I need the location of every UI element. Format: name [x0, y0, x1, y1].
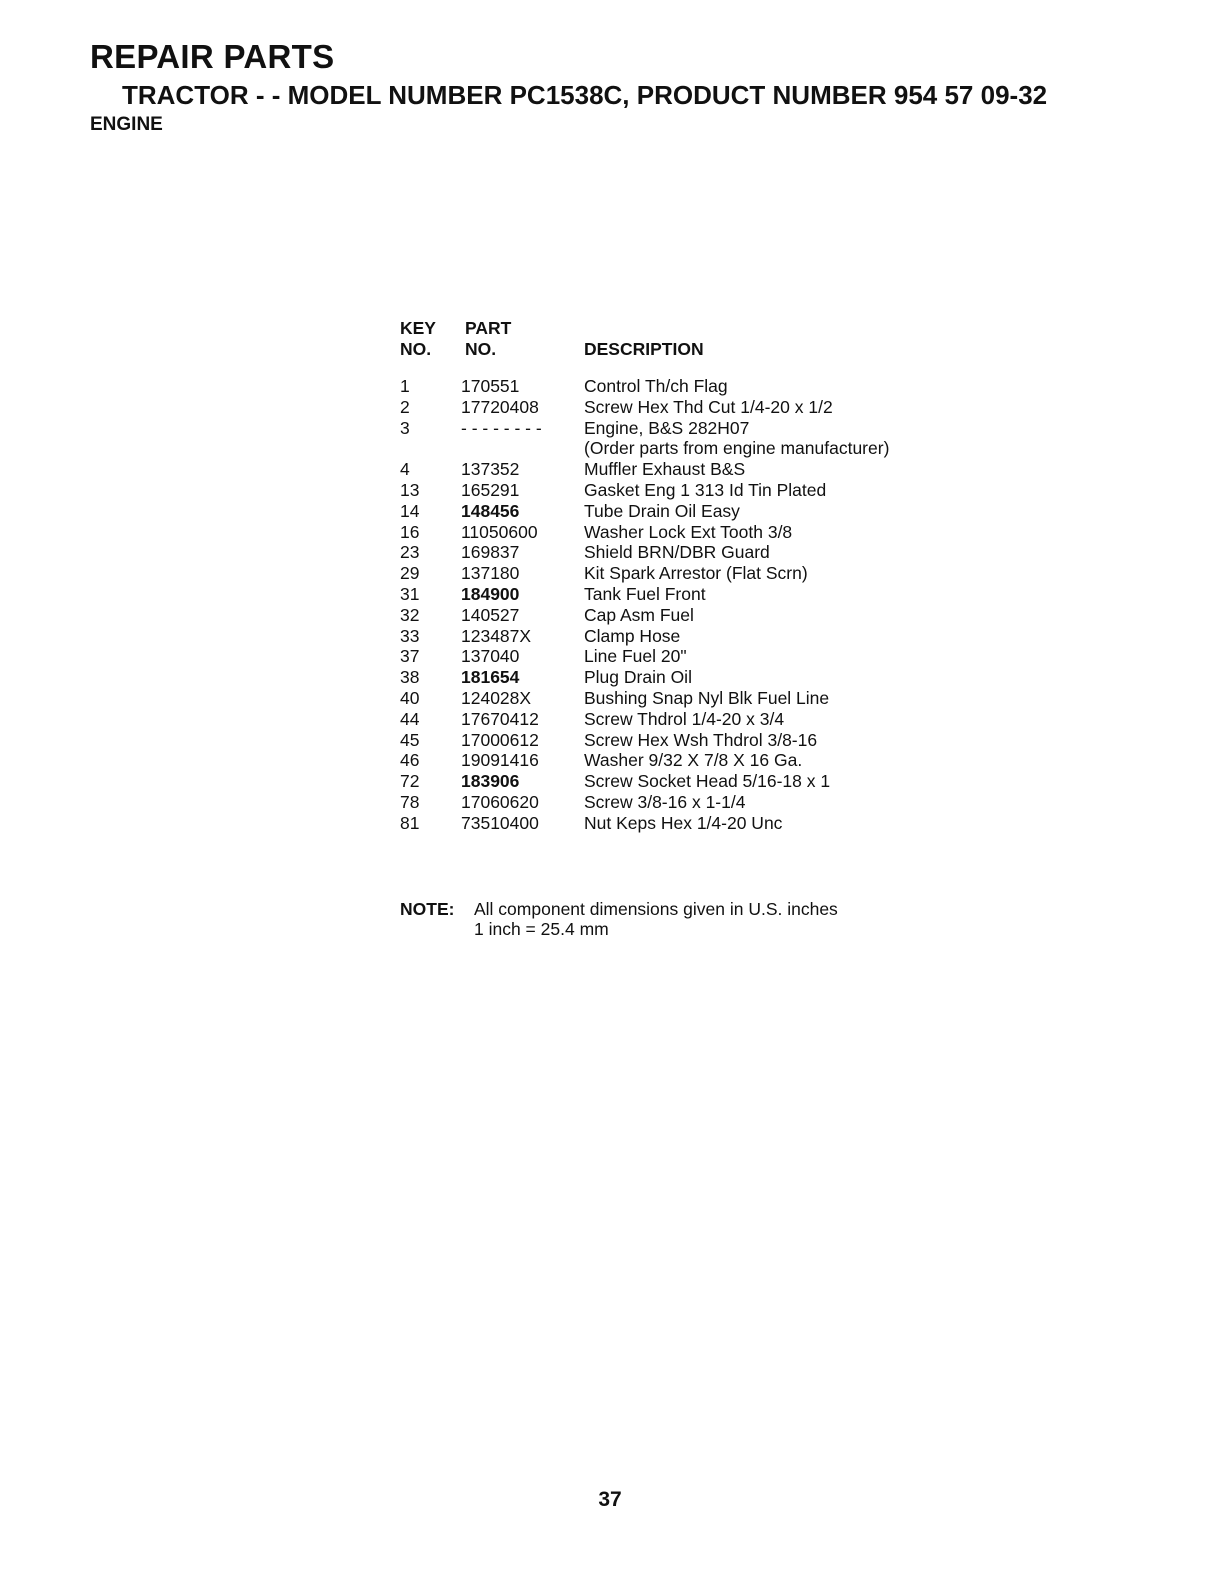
table-row	[400, 626, 960, 647]
model-subtitle: TRACTOR - - MODEL NUMBER PC1538C, PRODUCT NUMBER 954 57 09-32	[122, 80, 1048, 110]
key-header-line2: NO.	[400, 338, 432, 359]
key-no-header	[400, 318, 436, 360]
table-row	[400, 688, 960, 709]
part-number-cell: 17720408	[461, 396, 539, 417]
part-number-cell: 170551	[461, 376, 520, 396]
description-cell: Screw 3/8-16 x 1-1/4	[584, 791, 746, 812]
part-header-line2: NO.	[465, 338, 497, 359]
table-header	[400, 318, 960, 362]
key-cell: 46	[400, 750, 420, 771]
description-cell: Control Th/ch Flag	[584, 376, 728, 396]
part-number-cell: 183906	[461, 771, 520, 792]
key-cell: 78	[400, 791, 420, 812]
key-cell: 33	[400, 625, 420, 646]
table-row	[400, 376, 960, 397]
part-number-cell: 148456	[461, 500, 520, 521]
description-cell: Washer Lock Ext Tooth 3/8	[584, 521, 793, 542]
table-row	[400, 480, 960, 501]
part-no-header	[465, 318, 511, 360]
table-row	[400, 709, 960, 730]
key-cell: 37	[400, 646, 420, 667]
description-cell: Engine, B&S 282H07	[584, 417, 750, 438]
table-row	[400, 605, 960, 626]
description-cell: Nut Keps Hex 1/4-20 Unc	[584, 812, 783, 833]
description-cell: (Order parts from engine manufacturer)	[584, 438, 890, 459]
description-cell: Kit Spark Arrestor (Flat Scrn)	[584, 563, 808, 584]
key-cell: 32	[400, 604, 420, 625]
page-title: REPAIR PARTS	[90, 38, 335, 75]
note-line2: 1 inch = 25.4 mm	[474, 919, 609, 939]
page-number: 37	[598, 1488, 622, 1511]
table-row	[400, 542, 960, 563]
table-row	[400, 522, 960, 543]
table-row	[400, 501, 960, 522]
part-number-cell: 137040	[461, 646, 520, 667]
key-cell: 40	[400, 687, 420, 708]
part-number-cell: 137180	[461, 563, 520, 584]
description-header: DESCRIPTION	[584, 339, 704, 359]
part-number-cell: 124028X	[461, 687, 532, 708]
key-cell: 72	[400, 771, 420, 792]
description-cell: Gasket Eng 1 313 Id Tin Plated	[584, 479, 827, 500]
description-cell: Tube Drain Oil Easy	[584, 500, 740, 521]
table-row	[400, 771, 960, 792]
part-number-cell: 11050600	[461, 521, 538, 542]
description-cell: Shield BRN/DBR Guard	[584, 542, 770, 563]
section-title: ENGINE	[90, 114, 163, 135]
key-cell: 2	[400, 396, 410, 417]
description-cell: Clamp Hose	[584, 625, 681, 646]
description-cell: Tank Fuel Front	[584, 583, 706, 604]
note-line1: All component dimensions given in U.S. inches	[474, 899, 838, 919]
key-cell: 13	[400, 479, 420, 500]
table-row	[400, 397, 960, 418]
key-cell: 45	[400, 729, 420, 750]
table-row	[400, 418, 960, 439]
table-row	[400, 459, 960, 480]
table-row	[400, 667, 960, 688]
part-number-cell: - - - - - - - -	[461, 417, 542, 438]
key-header-line1: KEY	[400, 318, 436, 338]
description-cell: Plug Drain Oil	[584, 667, 692, 688]
description-cell: Screw Socket Head 5/16-18 x 1	[584, 771, 831, 792]
part-number-cell: 165291	[461, 479, 520, 500]
parts-table	[400, 318, 960, 834]
description-cell: Bushing Snap Nyl Blk Fuel Line	[584, 687, 830, 708]
key-cell: 81	[400, 812, 420, 833]
note	[400, 899, 838, 939]
key-cell: 44	[400, 708, 420, 729]
note-label: NOTE:	[400, 899, 455, 919]
key-cell: 29	[400, 563, 420, 584]
description-cell: Screw Hex Thd Cut 1/4-20 x 1/2	[584, 396, 833, 417]
table-row	[400, 438, 960, 459]
part-number-cell: 19091416	[461, 750, 539, 771]
table-row	[400, 813, 960, 834]
part-number-cell: 140527	[461, 604, 520, 625]
key-cell: 23	[400, 542, 420, 563]
table-row	[400, 730, 960, 751]
part-number-cell: 137352	[461, 459, 520, 480]
description-cell: Muffler Exhaust B&S	[584, 459, 746, 480]
key-cell: 1	[400, 376, 410, 396]
table-row	[400, 792, 960, 813]
part-number-cell: 181654	[461, 667, 520, 688]
part-number-cell: 17000612	[461, 729, 539, 750]
key-cell: 31	[400, 583, 420, 604]
part-number-cell: 184900	[461, 583, 520, 604]
part-number-cell: 73510400	[461, 812, 539, 833]
key-cell: 16	[400, 521, 420, 542]
table-body	[400, 376, 960, 834]
key-cell: 4	[400, 459, 410, 480]
description-cell: Washer 9/32 X 7/8 X 16 Ga.	[584, 750, 803, 771]
part-header-line1: PART	[465, 318, 512, 338]
key-cell: 3	[400, 417, 410, 438]
table-row	[400, 584, 960, 605]
part-number-cell: 17060620	[461, 791, 539, 812]
table-row	[400, 646, 960, 667]
part-number-cell: 123487X	[461, 625, 532, 646]
description-cell: Line Fuel 20"	[584, 646, 687, 667]
key-cell: 14	[400, 500, 420, 521]
description-cell: Cap Asm Fuel	[584, 604, 694, 625]
table-row	[400, 750, 960, 771]
key-cell: 38	[400, 667, 420, 688]
table-row	[400, 563, 960, 584]
description-cell: Screw Thdrol 1/4-20 x 3/4	[584, 708, 785, 729]
description-cell: Screw Hex Wsh Thdrol 3/8-16	[584, 729, 818, 750]
part-number-cell: 169837	[461, 542, 520, 563]
part-number-cell: 17670412	[461, 708, 539, 729]
